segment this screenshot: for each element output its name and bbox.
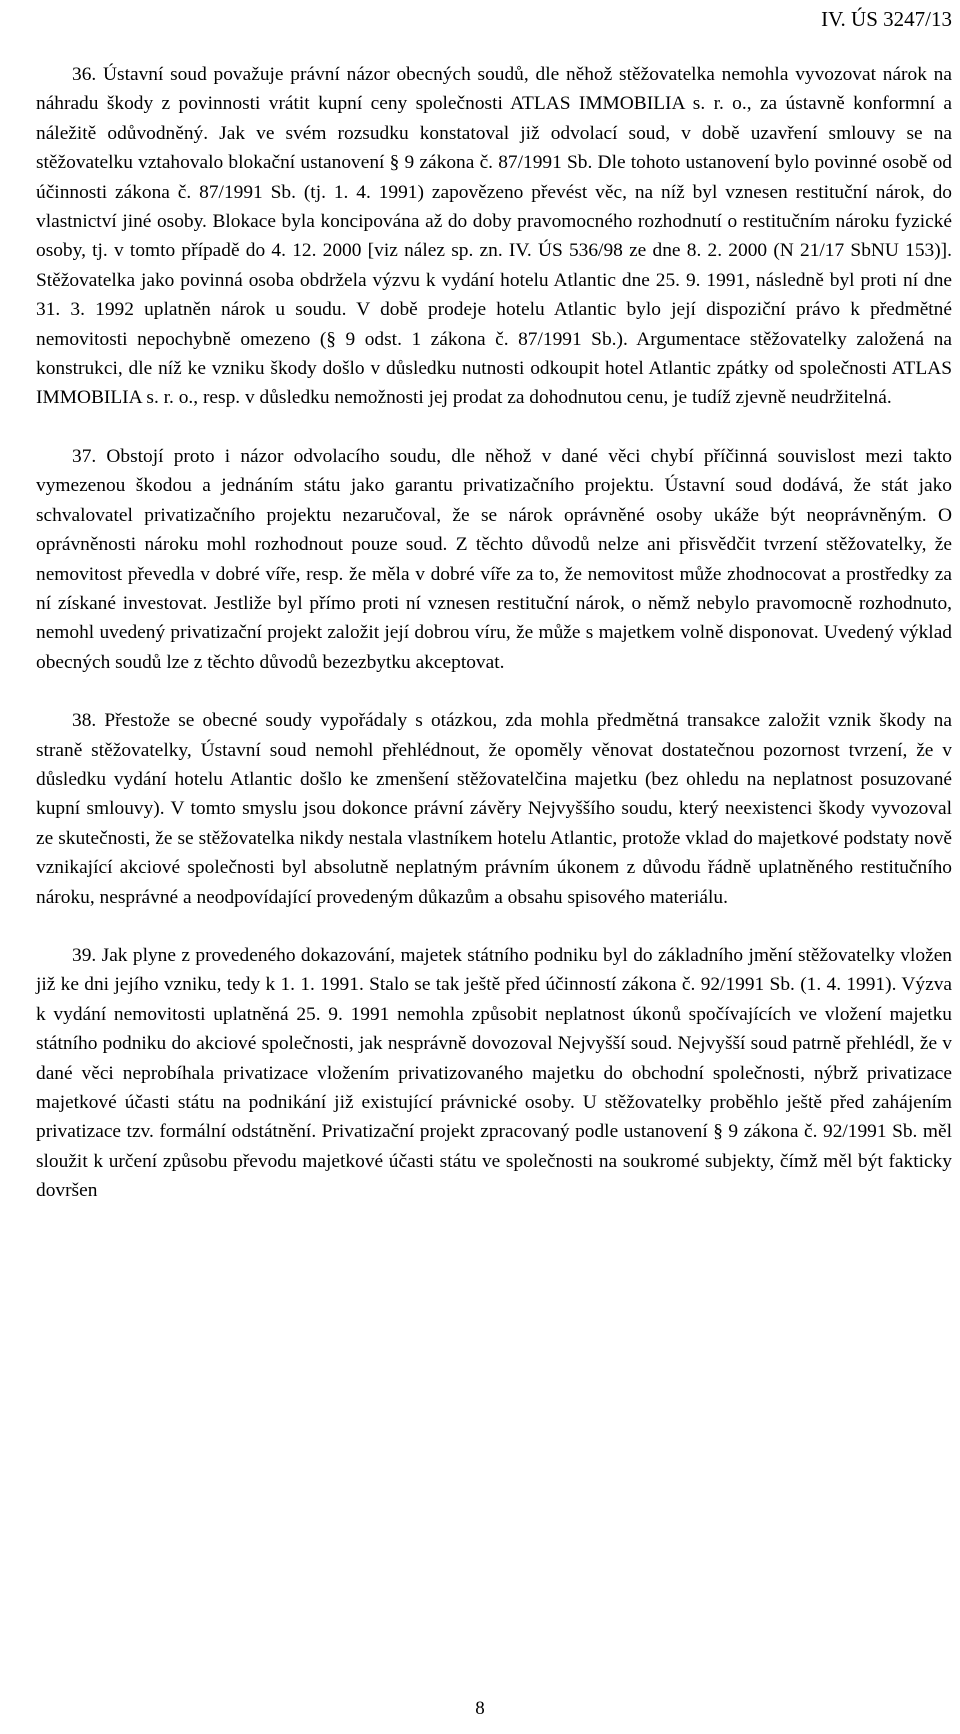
paragraph-text: Jak plyne z provedeného dokazování, majetek státního podniku byl do základního jmění stěžovatelky vložen již ke dni jejího vzniku, tedy k 1. 1. 1991. Stalo se tak ještě před účinností zákona č. 92/1991 Sb. (1. 4. 1991). Výzva k vydání nemovitosti uplatněná 25. 9. 1991 nemohla způsobit neplatnost úkonů spočívajících ve vložení majetku státního podniku do akciové společnosti, jak nesprávně dovozoval Nejvyšší soud. Nejvyšší soud patrně přehlédl, že v dané věci neprobíhala privatizace vložením privatizovaného majetku do obchodní společnosti, nýbrž privatizace majetkové účasti státu na podnikání již existující právnické osoby. U stěžovatelky proběhlo ještě před zahájením privatizace tzv. formální odstátnění. Privatizační projekt zpracovaný podle ustanovení § 9 zákona č. 92/1991 Sb. měl sloužit k určení způsobu převodu majetkové účasti státu ve společnosti na soukromé subjekty, čímž měl být fakticky dovršen <box>36 944 952 1202</box>
paragraph-number: 37. <box>72 445 97 467</box>
page-number: 8 <box>475 1698 485 1719</box>
case-number-header: IV. ÚS 3247/13 <box>821 7 952 31</box>
paragraph-38 <box>36 706 952 912</box>
paragraph-text: Obstojí proto i názor odvolacího soudu, dle něhož v dané věci chybí příčinná souvislost mezi takto vymezenou škodou a jednáním státu jako garantu privatizačního projektu. Ústavní soud dodává, že stát jako schvalovatel privatizačního projektu nezaručoval, že se nárok oprávněné osoby ukáže být neoprávněným. O oprávněnosti nároku mohl rozhodnout pouze soud. Z těchto důvodů nelze ani přisvědčit tvrzení stěžovatelky, že nemovitost převedla v dobré víře, resp. že měla v dobré víře za to, že nemovitost může zhodnocovat a prostředky za ní získané investovat. Jestliže byl přímo proti ní vznesen restituční nárok, o němž nebylo pravomocně rozhodnuto, nemohl uvedený privatizační projekt založit její dobrou víru, že může s majetkem volně disponovat. Uvedený výklad obecných soudů lze z těchto důvodů bezezbytku akceptovat. <box>36 445 952 673</box>
document-body <box>36 60 952 1235</box>
paragraph-number: 38. <box>72 710 97 732</box>
paragraph-36 <box>36 60 952 413</box>
paragraph-text: Přestože se obecné soudy vypořádaly s otázkou, zda mohla předmětná transakce založit vznik škody na straně stěžovatelky, Ústavní soud nemohl přehlédnout, že opoměly věnovat dostatečnou pozornost tvrzení, že v důsledku vydání hotelu Atlantic došlo ke zmenšení stěžovatelčina majetku (bez ohledu na neplatnost posuzované kupní smlouvy). V tomto smyslu jsou dokonce právní závěry Nejvyššího soudu, který neexistenci škody vyvozoval ze skutečnosti, že se stěžovatelka nikdy nestala vlastníkem hotelu Atlantic, protože vklad do majetkové podstaty nově vznikající akciové společnosti byl absolutně neplatným právním úkonem z důvodu řádně uplatněného restitučního nároku, nesprávné a neodpovídající provedeným důkazům a obsahu spisového materiálu. <box>36 710 952 908</box>
paragraph-text: Ústavní soud považuje právní názor obecných soudů, dle něhož stěžovatelka nemohla vyvozovat nárok na náhradu škody z povinnosti vrátit kupní ceny společnosti ATLAS IMMOBILIA s. r. o., za ústavně konformní a náležitě odůvodněný. Jak ve svém rozsudku konstatoval již odvolací soud, v době uzavření smlouvy se na stěžovatelku vztahovalo blokační ustanovení § 9 zákona č. 87/1991 Sb. Dle tohoto ustanovení bylo povinné osobě od účinnosti zákona č. 87/1991 Sb. (tj. 1. 4. 1991) zapovězeno převést věc, na níž byl vznesen restituční nárok, do vlastnictví jiné osoby. Blokace byla koncipována až do doby pravomocného rozhodnutí o restitučním nároku fyzické osoby, tj. v tomto případě do 4. 12. 2000 [viz nález sp. zn. IV. ÚS 536/98 ze dne 8. 2. 2000 (N 21/17 SbNU 153)]. Stěžovatelka jako povinná osoba obdržela výzvu k vydání hotelu Atlantic dne 25. 9. 1991, následně byl proti ní dne 31. 3. 1992 uplatněn nárok u soudu. V době prodeje hotelu Atlantic bylo její dispoziční právo k předmětné nemovitosti nepochybně omezeno (§ 9 odst. 1 zákona č. 87/1991 Sb.). Argumentace stěžovatelky založená na konstrukci, dle níž ke vzniku škody došlo v důsledku nutnosti odkoupit hotel Atlantic zpátky od společnosti ATLAS IMMOBILIA s. r. o., resp. v důsledku nemožnosti jej prodat za dohodnutou cenu, je tudíž zjevně neudržitelná. <box>36 64 952 409</box>
paragraph-39 <box>36 941 952 1206</box>
paragraph-number: 36. <box>72 64 97 85</box>
paragraph-number: 39. <box>72 944 97 966</box>
paragraph-37 <box>36 442 952 677</box>
